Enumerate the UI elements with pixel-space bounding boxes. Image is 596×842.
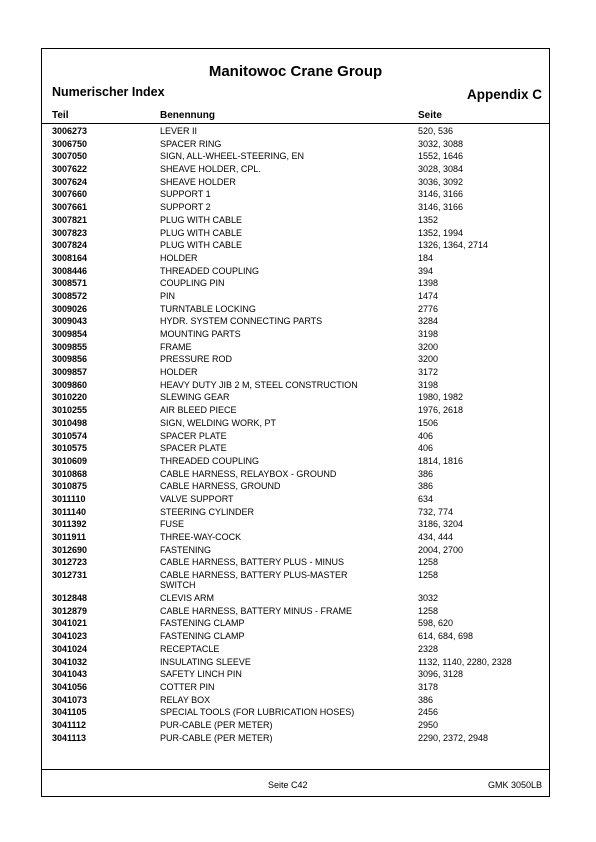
part-number: 3041021 [52, 618, 88, 629]
page-reference: 1398 [418, 278, 439, 289]
part-name: SUPPORT 2 [160, 202, 211, 213]
part-number: 3009043 [52, 316, 88, 327]
page-reference: 406 [418, 443, 434, 454]
part-number: 3007624 [52, 176, 88, 187]
part-name: PLUG WITH CABLE [160, 227, 243, 238]
page-reference: 3178 [418, 681, 439, 692]
page-reference: 2328 [418, 643, 439, 654]
part-name: THREADED COUPLING [160, 455, 260, 466]
part-number: 3007823 [52, 227, 88, 238]
page-reference: 1506 [418, 417, 439, 428]
part-number: 3010609 [52, 455, 88, 466]
table-row [42, 733, 549, 746]
page-reference: 3172 [418, 367, 439, 378]
table-row [42, 380, 549, 393]
table-row [42, 469, 549, 482]
page-reference: 3096, 3128 [418, 669, 464, 680]
part-name: FASTENING CLAMP [160, 631, 245, 642]
table-row [42, 342, 549, 355]
page-number: Seite C42 [268, 780, 308, 790]
part-number: 3012723 [52, 557, 88, 568]
page-reference: 3186, 3204 [418, 519, 464, 530]
part-number: 3008571 [52, 278, 88, 289]
part-name: TURNTABLE LOCKING [160, 303, 256, 314]
part-name: PUR-CABLE (PER METER) [160, 732, 273, 743]
table-row [42, 545, 549, 558]
table-row [42, 481, 549, 494]
table-row [42, 418, 549, 431]
part-number: 3012879 [52, 605, 88, 616]
part-number: 3010868 [52, 468, 88, 479]
page-reference: 1258 [418, 557, 439, 568]
table-row [42, 431, 549, 444]
table-row [42, 291, 549, 304]
table-row [42, 669, 549, 682]
page-reference: 1814, 1816 [418, 455, 464, 466]
table-row [42, 215, 549, 228]
column-header-name: Benennung [160, 110, 215, 121]
page-reference: 520, 536 [418, 126, 454, 136]
appendix-label: Appendix C [466, 87, 542, 102]
part-name: SIGN, WELDING WORK, PT [160, 417, 277, 428]
table-row [42, 456, 549, 469]
part-number: 3041032 [52, 656, 88, 667]
part-number: 3041043 [52, 669, 88, 680]
part-number: 3008572 [52, 290, 88, 301]
page-reference: 2456 [418, 707, 439, 718]
table-row [42, 593, 549, 606]
part-number: 3012731 [52, 570, 88, 581]
page-reference: 2776 [418, 303, 439, 314]
page-reference: 1258 [418, 605, 439, 616]
part-name: RELAY BOX [160, 694, 211, 705]
page-frame [41, 48, 550, 797]
column-header-part: Teil [52, 110, 69, 121]
page-reference: 598, 620 [418, 618, 454, 629]
part-name: COUPLING PIN [160, 278, 225, 289]
part-name: SHEAVE HOLDER, CPL. [160, 164, 261, 175]
page-reference: 1352 [418, 214, 439, 225]
part-name: CLEVIS ARM [160, 593, 215, 604]
part-number: 3009856 [52, 354, 88, 365]
part-number: 3041105 [52, 707, 87, 718]
part-name: PLUG WITH CABLE [160, 214, 243, 225]
part-name: MOUNTING PARTS [160, 329, 241, 339]
page-reference: 1258 [418, 570, 439, 581]
table-row [42, 228, 549, 241]
page-reference: 3146, 3166 [418, 189, 464, 200]
part-name: HEAVY DUTY JIB 2 M, STEEL CONSTRUCTION [160, 379, 358, 390]
part-number: 3011140 [52, 506, 87, 517]
part-number: 3006273 [52, 126, 88, 136]
part-name: THREE-WAY-COCK [160, 532, 242, 542]
part-name: CABLE HARNESS, GROUND [160, 481, 281, 492]
page-reference: 434, 444 [418, 532, 454, 542]
part-name: AIR BLEED PIECE [160, 405, 237, 416]
page-reference: 3146, 3166 [418, 202, 464, 213]
part-name: SUPPORT 1 [160, 189, 211, 200]
part-name: SIGN, ALL-WHEEL-STEERING, EN [160, 151, 305, 162]
part-number: 3007821 [52, 214, 88, 225]
part-name: HYDR. SYSTEM CONNECTING PARTS [160, 316, 323, 327]
part-number: 3008446 [52, 265, 88, 276]
part-number: 3041023 [52, 631, 88, 642]
table-row [42, 177, 549, 190]
table-row [42, 354, 549, 367]
part-number: 3041024 [52, 643, 88, 654]
part-name: RECEPTACLE [160, 643, 220, 654]
table-row [42, 618, 549, 631]
table-row [42, 240, 549, 253]
part-number: 3012690 [52, 544, 88, 555]
part-number: 3011392 [52, 519, 87, 530]
part-name: COTTER PIN [160, 681, 215, 692]
part-name: CABLE HARNESS, BATTERY PLUS-MASTER SWITCH [160, 570, 348, 591]
table-row [42, 644, 549, 657]
part-name: PRESSURE ROD [160, 354, 233, 365]
page-reference: 394 [418, 265, 434, 276]
table-row [42, 316, 549, 329]
part-number: 3008164 [52, 252, 88, 263]
page-reference: 1474 [418, 290, 439, 301]
part-name: FASTENING [160, 544, 212, 555]
part-name: CABLE HARNESS, RELAYBOX - GROUND [160, 468, 337, 479]
page-reference: 2290, 2372, 2948 [418, 732, 489, 743]
page-reference: 3198 [418, 379, 439, 390]
company-title: Manitowoc Crane Group [208, 63, 383, 80]
page-reference: 3036, 3092 [418, 176, 464, 187]
part-number: 3041073 [52, 694, 88, 705]
part-number: 3010498 [52, 417, 88, 428]
part-number: 3006750 [52, 138, 88, 149]
page-reference: 3284 [418, 316, 439, 327]
part-name: FASTENING CLAMP [160, 618, 245, 629]
footer-divider [42, 769, 549, 770]
part-number: 3011110 [52, 493, 86, 504]
part-number: 3009855 [52, 341, 88, 352]
part-name: PUR-CABLE (PER METER) [160, 719, 273, 730]
part-name: CABLE HARNESS, BATTERY MINUS - FRAME [160, 605, 353, 616]
table-row [42, 405, 549, 418]
part-name: FRAME [160, 341, 192, 352]
table-row [42, 189, 549, 202]
part-number: 3009026 [52, 303, 88, 314]
part-name: SAFETY LINCH PIN [160, 669, 242, 680]
table-row [42, 329, 549, 342]
part-name: SPACER PLATE [160, 443, 227, 454]
part-name: THREADED COUPLING [160, 265, 260, 276]
part-name: SPACER PLATE [160, 430, 227, 441]
table-row [42, 278, 549, 291]
part-name: SPACER RING [160, 138, 222, 149]
table-row [42, 139, 549, 152]
part-name: SLEWING GEAR [160, 392, 230, 403]
table-row [42, 443, 549, 456]
page-reference: 1976, 2618 [418, 405, 464, 416]
table-row [42, 367, 549, 380]
page-reference: 3198 [418, 329, 439, 339]
table-row [42, 151, 549, 164]
table-row [42, 164, 549, 177]
table-row [42, 707, 549, 720]
table-row [42, 682, 549, 695]
page-reference: 1132, 1140, 2280, 2328 [418, 656, 512, 667]
part-name: HOLDER [160, 367, 198, 378]
index-table [42, 126, 549, 745]
page-reference: 2004, 2700 [418, 544, 464, 555]
table-row [42, 507, 549, 520]
page-reference: 732, 774 [418, 506, 454, 517]
page-reference: 634 [418, 493, 434, 504]
part-number: 3010575 [52, 443, 88, 454]
part-number: 3041056 [52, 681, 88, 692]
column-header-page: Seite [418, 110, 442, 121]
page-reference: 3200 [418, 341, 439, 352]
part-name: FUSE [160, 519, 185, 530]
part-name: CABLE HARNESS, BATTERY PLUS - MINUS [160, 557, 345, 568]
part-number: 3009860 [52, 379, 88, 390]
part-number: 3007661 [52, 202, 88, 213]
part-number: 3010574 [52, 430, 88, 441]
table-row [42, 392, 549, 405]
part-name: SPECIAL TOOLS (FOR LUBRICATION HOSES) [160, 707, 355, 718]
page-reference: 386 [418, 481, 434, 492]
table-row [42, 304, 549, 317]
part-number: 3007050 [52, 151, 88, 162]
part-number: 3012848 [52, 593, 88, 604]
part-name: PLUG WITH CABLE [160, 240, 243, 251]
page-reference: 386 [418, 468, 434, 479]
page-reference: 614, 684, 698 [418, 631, 474, 642]
page-reference: 184 [418, 252, 434, 263]
page-reference: 2950 [418, 719, 439, 730]
part-name: INSULATING SLEEVE [160, 656, 251, 667]
page-reference: 386 [418, 694, 434, 705]
page-reference: 1326, 1364, 2714 [418, 240, 489, 251]
table-row [42, 570, 549, 593]
table-row [42, 720, 549, 733]
table-row [42, 657, 549, 670]
part-number: 3010875 [52, 481, 88, 492]
part-number: 3007660 [52, 189, 88, 200]
table-row [42, 519, 549, 532]
part-number: 3010220 [52, 392, 88, 403]
part-name: PIN [160, 290, 176, 301]
model-label: GMK 3050LB [487, 780, 542, 790]
table-row [42, 695, 549, 708]
page-reference: 406 [418, 430, 434, 441]
page-reference: 3032 [418, 593, 439, 604]
header-divider [42, 123, 549, 124]
part-name: HOLDER [160, 252, 198, 263]
part-name: VALVE SUPPORT [160, 493, 234, 504]
page-reference: 1980, 1982 [418, 392, 464, 403]
table-row [42, 631, 549, 644]
part-number: 3041112 [52, 719, 87, 730]
table-row [42, 202, 549, 215]
part-number: 3007622 [52, 164, 88, 175]
table-row [42, 266, 549, 279]
index-title: Numerischer Index [52, 85, 165, 99]
part-number: 3041113 [52, 732, 87, 743]
page-reference: 3032, 3088 [418, 138, 464, 149]
table-row [42, 494, 549, 507]
table-row [42, 532, 549, 545]
part-name: SHEAVE HOLDER [160, 176, 236, 187]
table-row [42, 557, 549, 570]
table-row [42, 253, 549, 266]
page-reference: 3028, 3084 [418, 164, 464, 175]
part-number: 3011911 [52, 532, 87, 542]
table-row [42, 126, 549, 139]
part-number: 3007824 [52, 240, 88, 251]
part-number: 3010255 [52, 405, 88, 416]
part-number: 3009854 [52, 329, 88, 339]
part-name: LEVER II [160, 126, 198, 136]
page-reference: 3200 [418, 354, 439, 365]
part-number: 3009857 [52, 367, 88, 378]
page-reference: 1552, 1646 [418, 151, 464, 162]
part-name: STEERING CYLINDER [160, 506, 255, 517]
page-reference: 1352, 1994 [418, 227, 464, 238]
table-row [42, 606, 549, 619]
